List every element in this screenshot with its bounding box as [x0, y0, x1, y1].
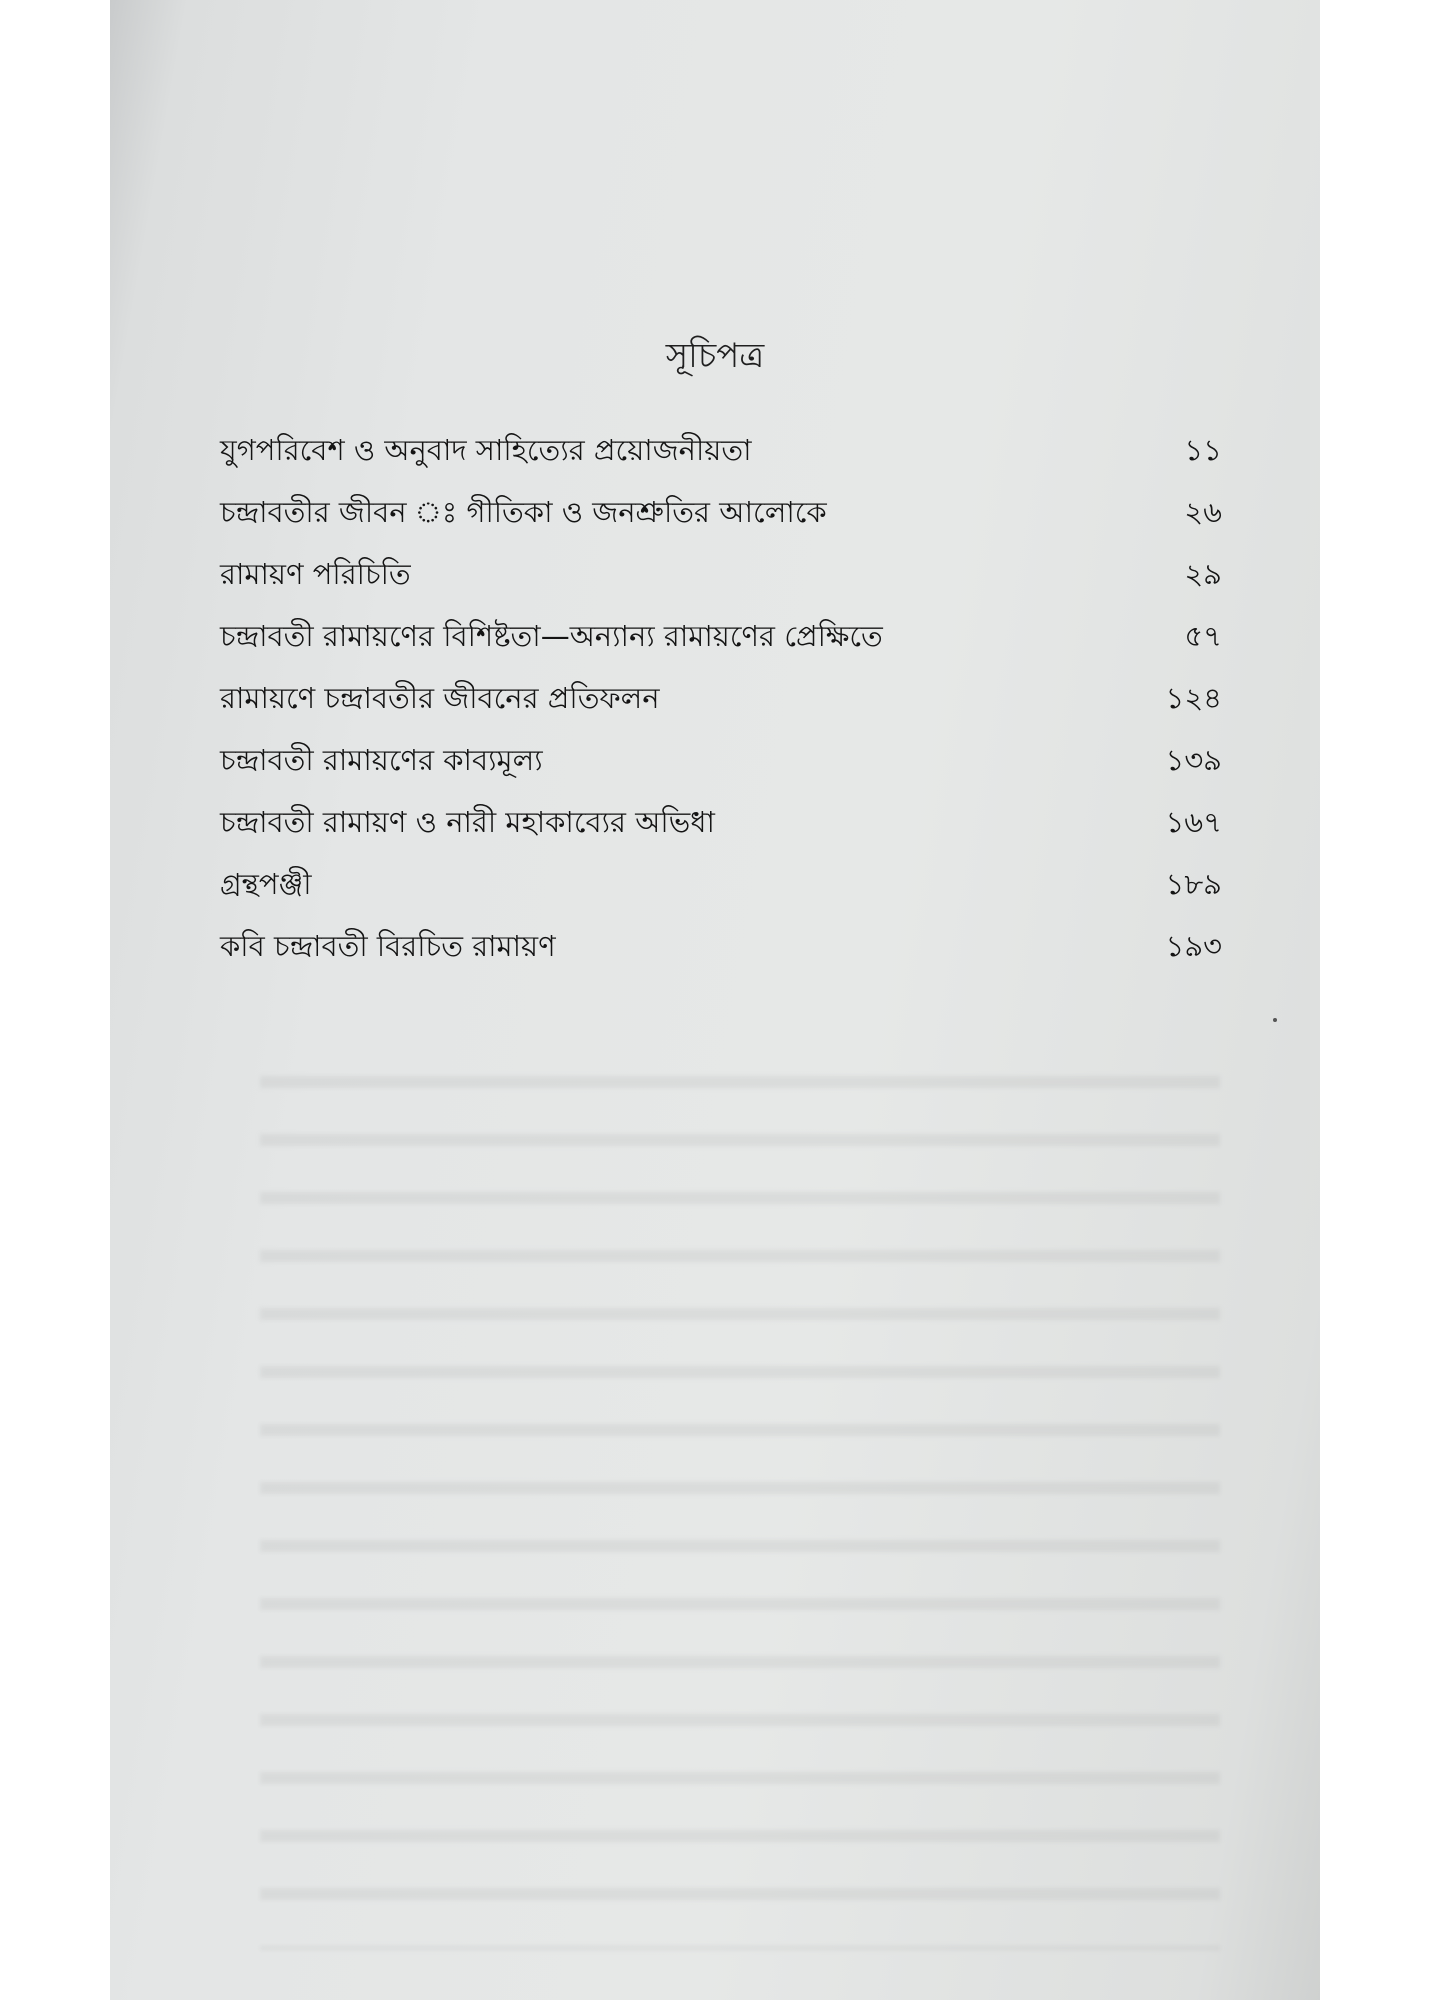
toc-entry	[220, 678, 1222, 740]
toc-entry-title: কবি চন্দ্রাবতী বিরচিত রামায়ণ	[220, 929, 556, 963]
toc-entry-page: ১৩৯	[1165, 743, 1222, 777]
toc-entry-title: চন্দ্রাবতী রামায়ণ ও নারী মহাকাব্যের অভিধা	[220, 805, 715, 839]
toc-entry-page: ২৬	[1184, 495, 1222, 529]
toc-entry-page: ১২৪	[1165, 681, 1222, 715]
toc-entry-page: ৫৭	[1184, 619, 1222, 653]
toc-entry	[220, 492, 1222, 554]
toc-entry-title: গ্রন্থপঞ্জী	[220, 867, 312, 901]
toc-entry	[220, 802, 1222, 864]
book-page	[110, 0, 1320, 2000]
toc-entry-title: চন্দ্রাবতী রামায়ণের বিশিষ্টতা—অন্যান্য রামায়ণের প্রেক্ষিতে	[220, 619, 883, 653]
toc-entry-page: ১৯৩	[1165, 929, 1222, 963]
toc-heading: সূচিপত্র	[665, 336, 765, 376]
toc-entry-title: চন্দ্রাবতী রামায়ণের কাব্যমূল্য	[220, 743, 543, 777]
toc-entry-title: রামায়ণে চন্দ্রাবতীর জীবনের প্রতিফলন	[220, 681, 660, 715]
toc-entry	[220, 554, 1222, 616]
toc-entry-title: চন্দ্রাবতীর জীবন ঃ গীতিকা ও জনশ্রুতির আলোকে	[220, 495, 827, 529]
toc-entry-title: যুগপরিবেশ ও অনুবাদ সাহিত্যের প্রয়োজনীয়তা	[220, 433, 752, 467]
toc-entry	[220, 430, 1222, 492]
toc-entry	[220, 740, 1222, 802]
toc-entry	[220, 864, 1222, 926]
toc-entry	[220, 926, 1222, 988]
toc-entry	[220, 616, 1222, 678]
toc-entry-page: ১৬৭	[1165, 805, 1222, 839]
ink-speck	[1273, 1018, 1277, 1022]
toc-entry-page: ১৮৯	[1165, 867, 1222, 901]
toc-entry-page: ২৯	[1184, 557, 1222, 591]
toc-entry-title: রামায়ণ পরিচিতি	[220, 557, 411, 591]
table-of-contents	[220, 430, 1222, 988]
show-through-text	[260, 1050, 1220, 1950]
toc-entry-page: ১১	[1184, 433, 1222, 467]
